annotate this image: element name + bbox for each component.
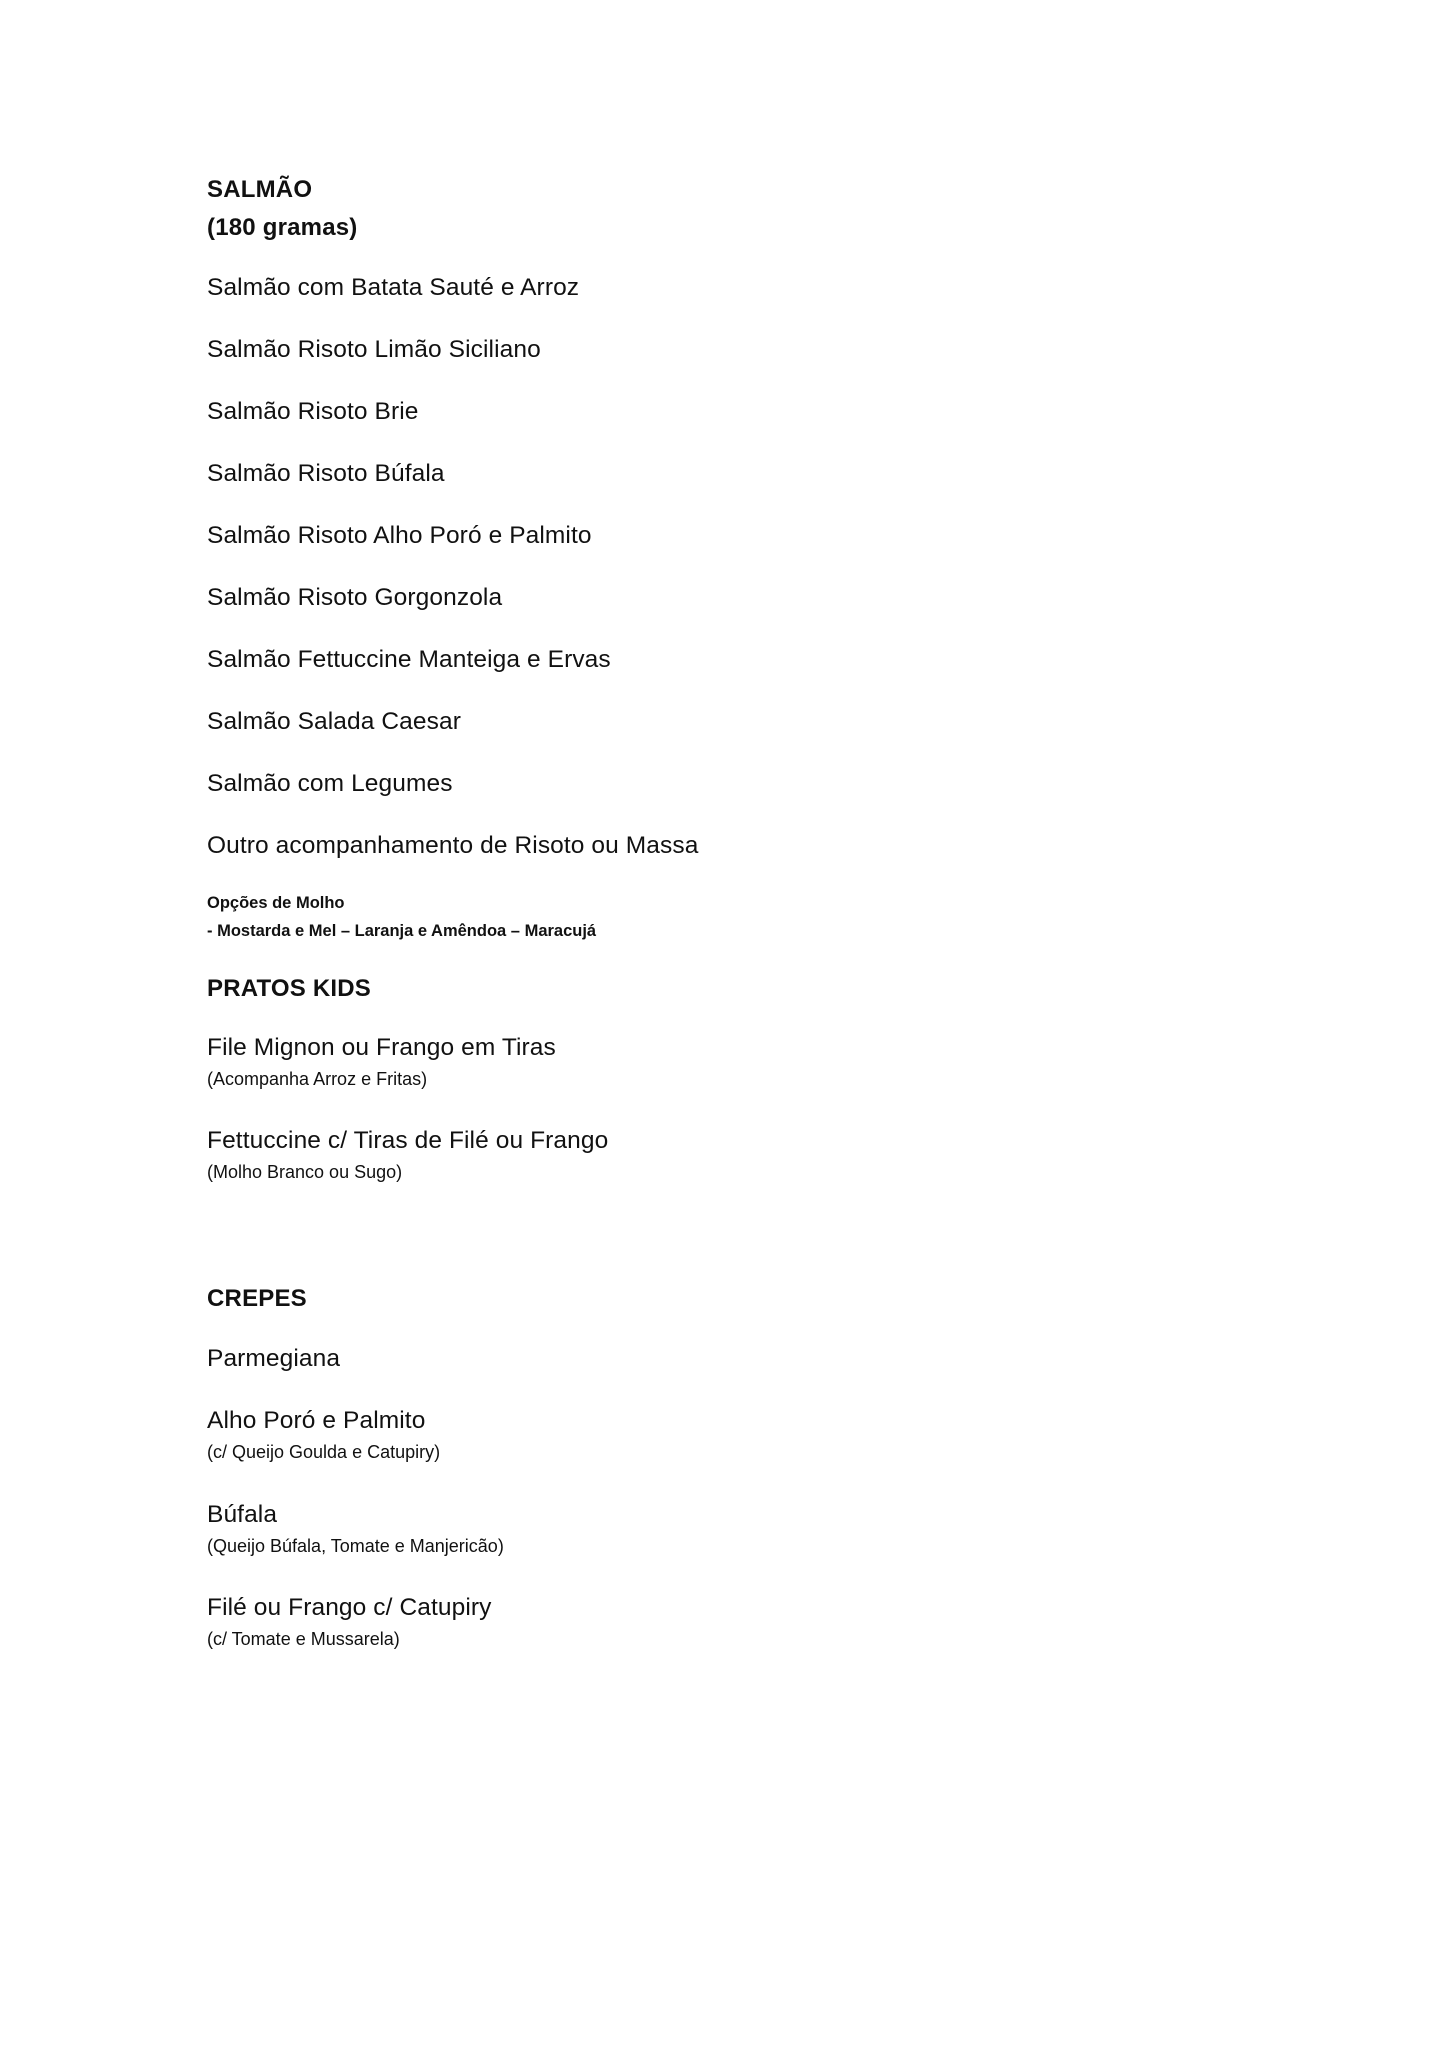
salmon-item: Outro acompanhamento de Risoto ou Massa	[207, 832, 699, 859]
salmon-item: Salmão Risoto Búfala	[207, 460, 445, 487]
sauce-options-title: Opções de Molho	[207, 894, 345, 912]
kids-item	[207, 1126, 608, 1184]
salmon-item: Salmão Salada Caesar	[207, 708, 461, 735]
crepe-item	[207, 1344, 340, 1374]
crepe-item-name: Parmegiana	[207, 1345, 341, 1372]
section-subtitle-salmon: (180 gramas)	[207, 214, 358, 241]
salmon-item: Salmão Risoto Brie	[207, 398, 419, 425]
salmon-item: Salmão com Batata Sauté e Arroz	[207, 274, 580, 301]
crepe-item-note: (Queijo Búfala, Tomate e Manjericão)	[207, 1536, 504, 1556]
kids-item-note: (Molho Branco ou Sugo)	[207, 1162, 403, 1182]
salmon-item: Salmão Risoto Alho Poró e Palmito	[207, 522, 592, 549]
kids-item-note: (Acompanha Arroz e Fritas)	[207, 1069, 428, 1089]
section-title-kids: PRATOS KIDS	[207, 975, 372, 1002]
section-title-salmon: SALMÃO	[207, 176, 313, 203]
crepe-item-name: Alho Poró e Palmito	[207, 1407, 426, 1434]
salmon-item: Salmão Risoto Limão Siciliano	[207, 336, 541, 363]
section-title-crepes: CREPES	[207, 1285, 307, 1312]
sauce-options-list: - Mostarda e Mel – Laranja e Amêndoa – Maracujá	[207, 922, 597, 940]
crepe-item	[207, 1406, 440, 1464]
crepe-item-name: Búfala	[207, 1501, 278, 1528]
salmon-item: Salmão com Legumes	[207, 770, 453, 797]
crepe-item-note: (c/ Queijo Goulda e Catupiry)	[207, 1442, 441, 1462]
crepe-item	[207, 1593, 491, 1651]
crepe-item-name: Filé ou Frango c/ Catupiry	[207, 1594, 492, 1621]
salmon-item: Salmão Risoto Gorgonzola	[207, 584, 503, 611]
crepe-item-note: (c/ Tomate e Mussarela)	[207, 1629, 400, 1649]
kids-item-name: File Mignon ou Frango em Tiras	[207, 1034, 556, 1061]
salmon-item: Salmão Fettuccine Manteiga e Ervas	[207, 646, 611, 673]
kids-item-name: Fettuccine c/ Tiras de Filé ou Frango	[207, 1127, 609, 1154]
kids-item	[207, 1033, 556, 1091]
crepe-item	[207, 1500, 504, 1558]
